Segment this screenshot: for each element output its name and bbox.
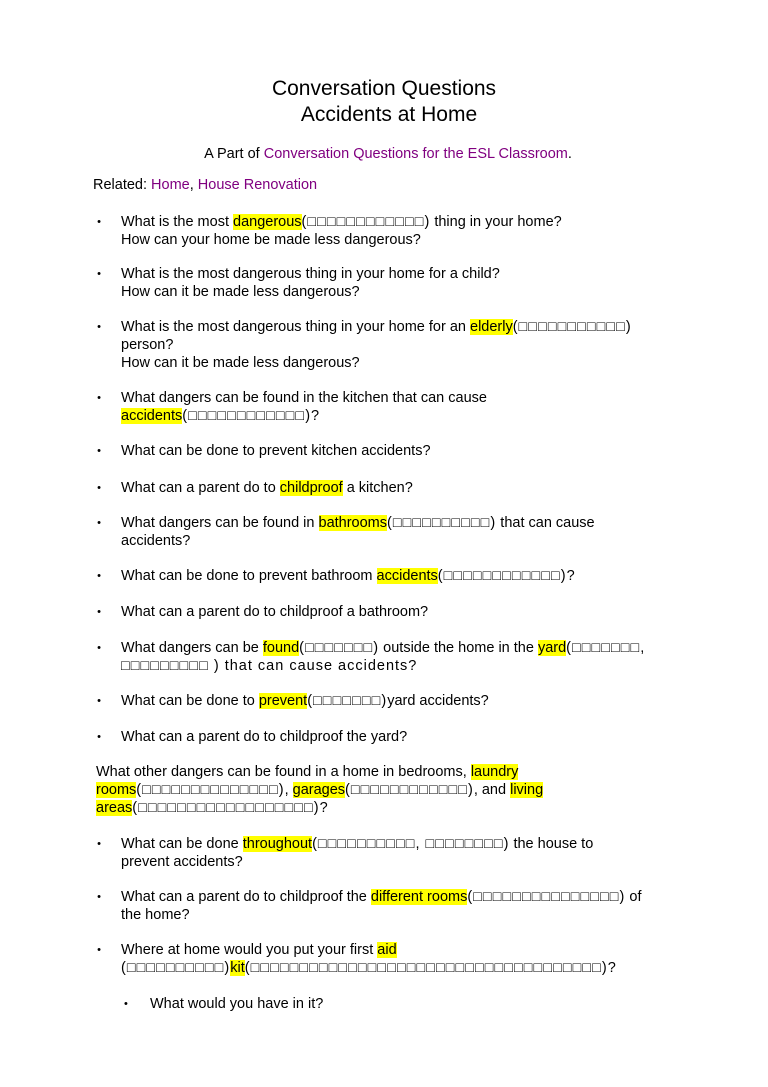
text-run: What can be done to bbox=[121, 693, 259, 709]
esl-classroom-link[interactable]: Conversation Questions for the ESL Classroom bbox=[263, 146, 568, 162]
text-run: What can a parent do to bbox=[121, 480, 280, 496]
bullet-icon: • bbox=[97, 392, 101, 404]
bullet-icon: • bbox=[97, 445, 101, 457]
text-run: a kitchen? bbox=[342, 480, 413, 496]
bullet-icon: • bbox=[97, 944, 101, 956]
question-text bbox=[121, 941, 721, 977]
text-run: What is the most dangerous thing in your home for a child? bbox=[121, 266, 500, 282]
bullet-icon: • bbox=[97, 268, 101, 280]
text-run: of bbox=[625, 889, 642, 905]
question-text bbox=[121, 888, 721, 924]
highlighted-word: dangerous bbox=[233, 214, 302, 230]
annotation-boxes: (□□□□□□□□□□□□□□□□□□) bbox=[132, 800, 320, 816]
part-of-line bbox=[0, 146, 768, 162]
bullet-icon: • bbox=[97, 695, 101, 707]
text-run: the home? bbox=[121, 907, 190, 923]
question-text bbox=[121, 265, 701, 301]
question-text bbox=[121, 514, 701, 550]
annotation-boxes: (□□□□□□□□□□□□□□□□□□□□□□□□□□□□□□□□□□□□) bbox=[244, 960, 608, 976]
part-of-suffix: . bbox=[567, 146, 572, 162]
text-run: What can be done bbox=[121, 836, 243, 852]
highlighted-word: aid bbox=[377, 942, 397, 958]
bullet-icon: • bbox=[97, 838, 101, 850]
text-run: ? bbox=[319, 800, 328, 816]
highlighted-word: prevent bbox=[258, 693, 308, 709]
text-run: What can a parent do to childproof the yard? bbox=[121, 729, 408, 745]
sub-question-text: What would you have in it? bbox=[150, 996, 324, 1012]
annotation-boxes: (□□□□□□□) bbox=[307, 693, 388, 709]
bullet-icon: • bbox=[97, 731, 101, 743]
bullet-icon: • bbox=[97, 891, 101, 903]
text-run: outside the home in the bbox=[379, 640, 538, 656]
annotation-boxes: (□□□□□□□□□□□□) bbox=[437, 568, 567, 584]
highlighted-word: kit bbox=[230, 960, 245, 976]
annotation-boxes: (□□□□□□□□□□□□) bbox=[182, 408, 312, 424]
highlighted-word: living bbox=[510, 782, 544, 798]
text-run: , and bbox=[473, 782, 511, 798]
related-line bbox=[93, 177, 317, 193]
bullet-icon: • bbox=[97, 216, 101, 228]
text-run: What can a parent do to childproof a bathroom? bbox=[121, 604, 429, 620]
text-run: □□□□□□□□□ ) that can cause accidents? bbox=[121, 658, 418, 674]
question-text bbox=[121, 567, 701, 585]
highlighted-word: bathrooms bbox=[318, 515, 388, 531]
text-run: How can it be made less dangerous? bbox=[121, 355, 360, 371]
question-text bbox=[121, 835, 701, 871]
text-run: How can your home be made less dangerous? bbox=[121, 232, 421, 248]
related-house-renovation-link[interactable]: House Renovation bbox=[197, 177, 318, 193]
question-text bbox=[121, 692, 701, 710]
highlighted-word: laundry bbox=[470, 764, 519, 780]
text-run: What dangers can be bbox=[121, 640, 263, 656]
text-run: What dangers can be found in bbox=[121, 515, 319, 531]
highlighted-word: throughout bbox=[242, 836, 313, 852]
highlighted-word: rooms bbox=[96, 782, 137, 798]
text-run: What other dangers can be found in a home in bedrooms, bbox=[96, 764, 471, 780]
highlighted-word: accidents bbox=[121, 408, 183, 424]
highlighted-word: childproof bbox=[279, 480, 343, 496]
text-run: How can it be made less dangerous? bbox=[121, 284, 360, 300]
bullet-icon: • bbox=[124, 998, 128, 1010]
annotation-boxes: (□□□□□□□, bbox=[566, 640, 646, 656]
highlighted-word: areas bbox=[96, 800, 133, 816]
bullet-icon: • bbox=[97, 482, 101, 494]
bullet-icon: • bbox=[97, 517, 101, 529]
annotation-boxes: (□□□□□□□□□□) bbox=[121, 960, 231, 976]
question-text bbox=[121, 389, 701, 425]
highlighted-word: accidents bbox=[376, 568, 438, 584]
text-run: What dangers can be found in the kitchen that can cause bbox=[121, 390, 487, 406]
text-run: ? bbox=[607, 960, 616, 976]
annotation-boxes: (□□□□□□□□□□□□□□□) bbox=[467, 889, 626, 905]
bullet-icon: • bbox=[97, 606, 101, 618]
bullet-icon: • bbox=[97, 642, 101, 654]
text-run: ? bbox=[311, 408, 320, 424]
text-run: ? bbox=[566, 568, 575, 584]
document-subtitle-title: Accidents at Home bbox=[300, 103, 478, 126]
bullet-icon: • bbox=[97, 321, 101, 333]
text-run: the house to bbox=[509, 836, 594, 852]
text-run: Where at home would you put your first bbox=[121, 942, 378, 958]
document-title: Conversation Questions bbox=[271, 77, 497, 100]
text-run: thing in your home? bbox=[430, 214, 562, 230]
part-of-prefix: A Part of bbox=[204, 146, 264, 162]
text-run: What can be done to prevent bathroom bbox=[121, 568, 377, 584]
related-label: Related: bbox=[93, 177, 152, 193]
text-run: , bbox=[284, 782, 293, 798]
annotation-boxes: (□□□□□□□) bbox=[299, 640, 380, 656]
text-run: What is the most bbox=[121, 214, 234, 230]
related-separator: , bbox=[189, 177, 198, 193]
text-run: prevent accidents? bbox=[121, 854, 243, 870]
annotation-boxes: (□□□□□□□□□□□□□□) bbox=[136, 782, 285, 798]
question-text bbox=[121, 639, 701, 675]
question-text bbox=[121, 442, 701, 460]
text-run: person? bbox=[121, 337, 174, 353]
question-text bbox=[121, 479, 701, 497]
text-run: What can a parent do to childproof the bbox=[121, 889, 371, 905]
highlighted-word: elderly bbox=[470, 319, 513, 335]
annotation-boxes: (□□□□□□□□□□□) bbox=[512, 319, 632, 335]
highlighted-word: garages bbox=[292, 782, 346, 798]
annotation-boxes: (□□□□□□□□□□, □□□□□□□□) bbox=[312, 836, 510, 852]
question-text bbox=[121, 213, 701, 249]
text-run: What can be done to prevent kitchen accidents? bbox=[121, 443, 431, 459]
highlighted-word: yard bbox=[537, 640, 567, 656]
bullet-icon: • bbox=[97, 570, 101, 582]
highlighted-word: found bbox=[262, 640, 300, 656]
question-text bbox=[121, 728, 701, 746]
question-text bbox=[121, 318, 721, 372]
question-text bbox=[121, 603, 701, 621]
annotation-boxes: (□□□□□□□□□□□□) bbox=[301, 214, 431, 230]
annotation-boxes: (□□□□□□□□□□) bbox=[387, 515, 497, 531]
text-run: yard accidents? bbox=[387, 693, 489, 709]
text-run: accidents? bbox=[121, 533, 191, 549]
highlighted-word: different rooms bbox=[370, 889, 468, 905]
question-paragraph bbox=[96, 763, 676, 817]
annotation-boxes: (□□□□□□□□□□□□) bbox=[345, 782, 474, 798]
related-home-link[interactable]: Home bbox=[151, 177, 190, 193]
text-run: that can cause bbox=[496, 515, 595, 531]
text-run: What is the most dangerous thing in your home for an bbox=[121, 319, 470, 335]
